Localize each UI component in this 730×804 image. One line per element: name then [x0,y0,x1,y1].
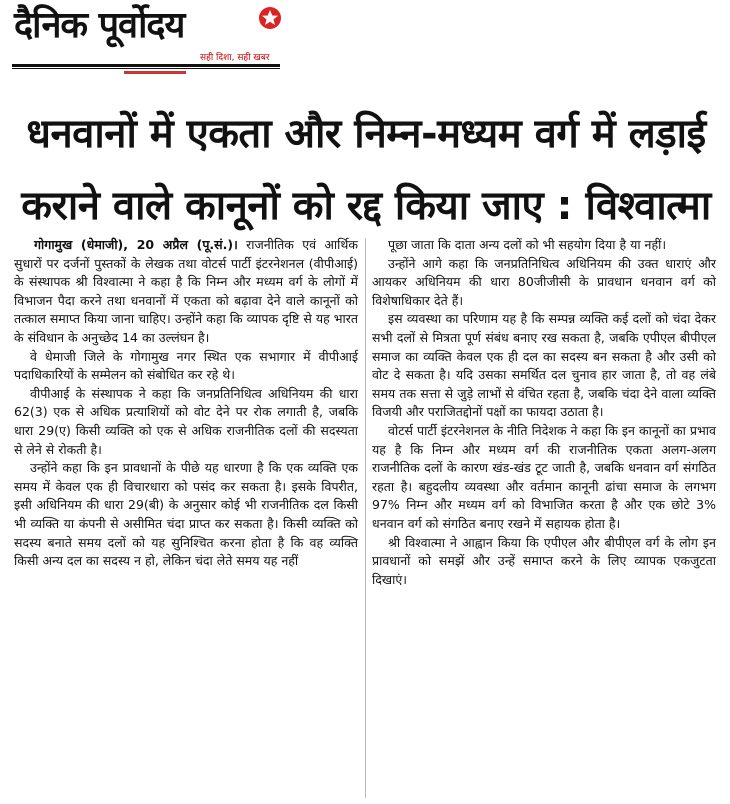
masthead-rule-thin [12,68,280,69]
masthead-rule [12,64,280,67]
masthead [12,4,280,74]
article-paragraph: वोटर्स पार्टी इंटरनेशनल के नीति निदेशक ने कहा कि इन कानूनों का प्रभाव यह है कि निम्न और मध्यम वर्ग की राजनीतिक एकता अलग-अलग राजनीतिक दलों के कारण खंड-खंड टूट जाती है, जबकि धनवान वर्ग संगठित रहता है। बहुदलीय व्यवस्था और वर्तमान कानूनी ढांचा समाज के लगभग 97% निम्न और मध्यम वर्ग को विभाजित करता है और एक छोटे 3% धनवान वर्ग को संगठित बनाए रखने में सहायक होता है। [372,422,716,531]
headline-line-1: धनवानों में एकता और निम्न-मध्यम वर्ग में लड़ाई [26,111,706,157]
dateline: गोगामुख (धेमाजी), 20 अप्रैल (पू.सं.)। [34,237,238,252]
masthead-tagline: सही दिशा, सही खबर [200,53,270,63]
article-paragraph: इस व्यवस्था का परिणाम यह है कि सम्पन्न व्यक्ति कई दलों को चंदा देकर सभी दलों से मित्रता पूर्ण संबंध बनाए रख सकता है, जबकि एपीएल बीपीएल समाज का व्यक्ति केवल एक ही दल का सदस्य बन सकता है और उसी को वोट दे सकता है। यदि उसका समर्थित दल चुनाव हार जाता है, तो वह लंबे समय तक सत्ता से जुड़े लाभों से वंचित रहता है, जबकि चंदा देने वाला व्यक्ति विजयी और पराजितद्दोनों पक्षों का फायदा उठाता है। [372,311,716,420]
headline-line-2: कराने वाले कानूनों को रद्द किया जाए : विश्वात्मा [21,183,711,229]
newspaper-name: दैनिक पूर्वोदय [14,5,185,46]
column-divider [365,238,366,798]
article-paragraph: उन्होंने आगे कहा कि जनप्रतिनिधित्व अधिनियम की उक्त धाराएं और आयकर अधिनियम की धारा 80जीजीसी के प्रावधान धनवान वर्ग को विशेषाधिकार देते हैं। [372,255,716,308]
article-paragraph: श्री विश्वात्मा ने आह्वान किया कि एपीएल और बीपीएल वर्ग के लोग इन प्रावधानों को समझें और उन्हें समाप्त करने के लिए व्यापक एकजुटता दिखाएं। [372,534,716,587]
masthead-red-bar [124,71,186,74]
article-column-right [372,236,716,589]
article-paragraph: गोगामुख (धेमाजी), 20 अप्रैल (पू.सं.)। राजनीतिक एवं आर्थिक सुधारों पर दर्जनों पुस्तकों के लेखक तथा वोटर्स पार्टी इंटरनेशनल (वीपीआई) के संस्थापक श्री विश्वात्मा ने कहा है कि निम्न और मध्यम वर्ग के लोगों में विभाजन पैदा करने तथा धनवानों में एकता को बढ़ावा देने वाले कानूनों को तत्काल समाप्त किया जाना चाहिए। उन्होंने कहा कि व्यापक दृष्टि से यह भारत के संविधान के अनुच्छेद 14 का उल्लंघन है। [14,237,358,345]
star-icon [258,6,282,30]
article-paragraph: वे धेमाजी जिले के गोगामुख नगर स्थित एक सभागार में वीपीआई पदाधिकारियों के सम्मेलन को संबोधित कर रहे थे। [14,348,358,383]
article-paragraph: पूछा जाता कि दाता अन्य दलों को भी सहयोग दिया है या नहीं। [388,237,667,252]
article-paragraph: वीपीआई के संस्थापक ने कहा कि जनप्रतिनिधित्व अधिनियम की धारा 62(3) एक से अधिक प्रत्याशियों को वोट देने पर रोक लगाती है, जबकि धारा 29(ए) किसी व्यक्ति को एक से अधिक राजनीतिक दलों की सदस्यता से लेने से रोकती है। [14,385,358,457]
article-headline [14,98,718,242]
article-paragraph: उन्होंने कहा कि इन प्रावधानों के पीछे यह धारणा है कि एक व्यक्ति एक समय में केवल एक ही विचारधारा को पसंद कर सकता है। इसके विपरीत, इसी अधिनियम की धारा 29(बी) के अनुसार कोई भी राजनीतिक दल किसी भी व्यक्ति या कंपनी से असीमित चंदा प्राप्त कर सकता है। किसी व्यक्ति को सदस्य बनाते समय दलों को यह सुनिश्चित करना होता है कि वह व्यक्ति किसी अन्य दल का सदस्य न हो, लेकिन चंदा लेते समय यह नहीं [14,460,358,569]
article-column-left [14,236,358,571]
